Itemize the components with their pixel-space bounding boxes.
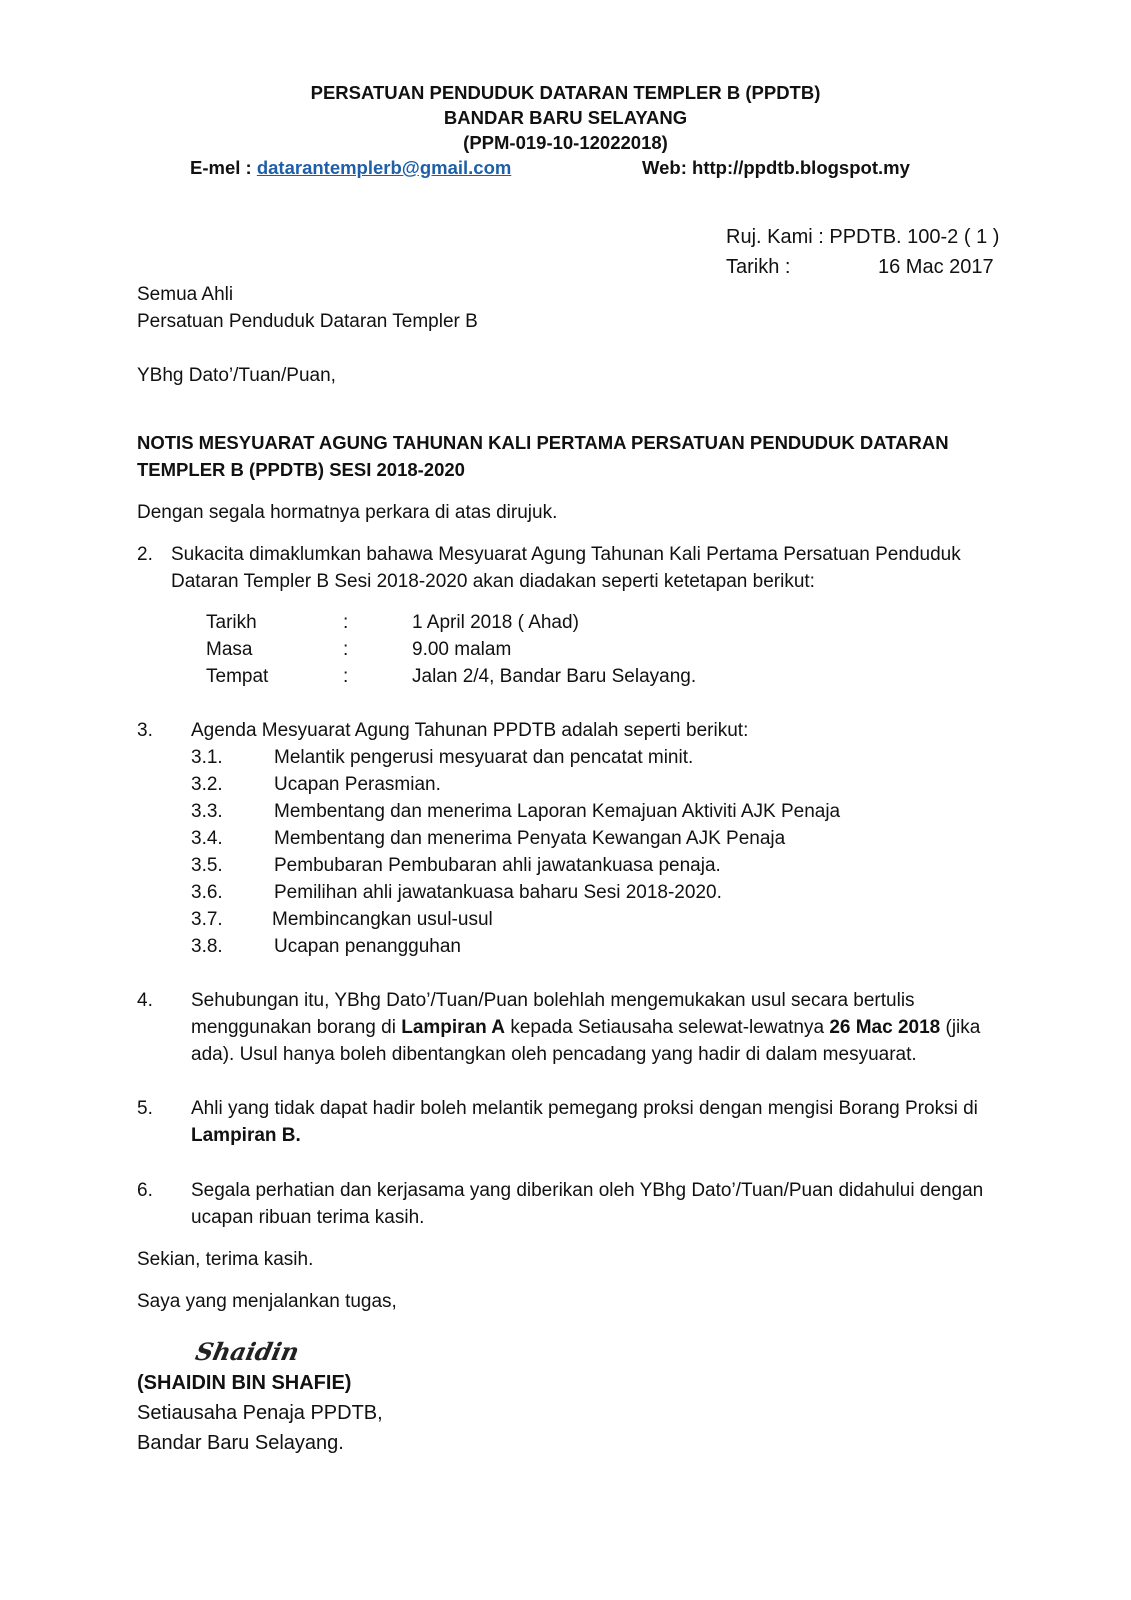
detail-value-date: 1 April 2018 ( Ahad) [412,612,579,633]
agenda-num-1: 3.1. [191,747,223,768]
para4-text-a: menggunakan borang di [191,1017,402,1038]
agenda-text-8: Ucapan penangguhan [274,936,462,957]
subject-line1: NOTIS MESYUARAT AGUNG TAHUNAN KALI PERTAMA PERSATUAN PENDUDUK DATARAN [137,432,949,453]
recipient-line2: Persatuan Penduduk Dataran Templer B [137,311,478,332]
para6-line1: Segala perhatian dan kerjasama yang diberikan oleh YBhg Dato’/Tuan/Puan didahului dengan [191,1180,984,1201]
agenda-text-2: Ucapan Perasmian. [274,774,441,795]
attachment-b-ref: Lampiran B. [191,1125,301,1146]
email-line [190,157,511,179]
salutation: YBhg Dato’/Tuan/Puan, [137,365,336,386]
signatory-place: Bandar Baru Selayang. [137,1432,344,1454]
agenda-num-4: 3.4. [191,828,223,849]
email-link[interactable]: datarantemplerb@gmail.com [256,157,512,178]
agenda-text-4: Membentang dan menerima Penyata Kewangan AJK Penaja [274,828,786,849]
agenda-text-3: Membentang dan menerima Laporan Kemajuan Aktiviti AJK Penaja [274,801,841,822]
recipient-line1: Semua Ahli [137,284,234,305]
agenda-num-5: 3.5. [191,855,223,876]
date-value: 16 Mac 2017 [878,256,994,278]
opening-line: Dengan segala hormatnya perkara di atas dirujuk. [137,502,558,523]
agenda-num-7: 3.7. [191,909,223,930]
reference-number: Ruj. Kami : PPDTB. 100-2 ( 1 ) [726,226,1000,248]
duty-line: Saya yang menjalankan tugas, [137,1291,397,1312]
agenda-num-2: 3.2. [191,774,223,795]
signatory-name: (SHAIDIN BIN SHAFIE) [137,1372,352,1394]
para2-number: 2. [137,544,153,565]
agenda-text-5: Pembubaran Pembubaran ahli jawatankuasa penaja. [274,855,721,876]
detail-sep-time: : [343,639,349,660]
web-address: Web: http://ppdtb.blogspot.my [642,157,910,178]
para6-number: 6. [137,1180,153,1201]
para4-line3: ada). Usul hanya boleh dibentangkan oleh pencadang yang hadir di dalam mesyuarat. [191,1044,917,1065]
attachment-a-ref: Lampiran A [401,1017,506,1038]
agenda-num-3: 3.3. [191,801,223,822]
detail-sep-date: : [343,612,349,633]
detail-value-place: Jalan 2/4, Bandar Baru Selayang. [412,666,697,687]
org-name: PERSATUAN PENDUDUK DATARAN TEMPLER B (PPDTB) [310,82,821,103]
email-label: E-mel : [190,157,257,178]
para2-line1: Sukacita dimaklumkan bahawa Mesyuarat Agung Tahunan Kali Pertama Persatuan Penduduk [171,544,961,565]
para3-number: 3. [137,720,153,741]
deadline-date: 26 Mac 2018 [829,1017,941,1038]
detail-value-time: 9.00 malam [412,639,512,660]
closing-line: Sekian, terima kasih. [137,1249,314,1270]
signatory-title: Setiausaha Penaja PPDTB, [137,1402,383,1424]
signature: Shaidin [192,1337,302,1366]
agenda-text-7: Membincangkan usul-usul [272,909,493,930]
detail-sep-place: : [343,666,349,687]
detail-label-time: Masa [206,639,253,660]
para6-line2: ucapan ribuan terima kasih. [191,1207,425,1228]
agenda-text-6: Pemilihan ahli jawatankuasa baharu Sesi 2018-2020. [274,882,722,903]
agenda-text-1: Melantik pengerusi mesyuarat dan pencatat minit. [274,747,694,768]
para5-number: 5. [137,1098,153,1119]
para4-text-e: (jika [940,1017,981,1038]
subject-line2: TEMPLER B (PPDTB) SESI 2018-2020 [137,459,465,480]
detail-label-date: Tarikh [206,612,257,633]
para4-line2 [191,1017,980,1039]
registration-number: (PPM-019-10-12022018) [463,132,668,153]
org-city: BANDAR BARU SELAYANG [443,107,688,128]
agenda-num-6: 3.6. [191,882,223,903]
agenda-num-8: 3.8. [191,936,223,957]
date-label: Tarikh : [726,256,791,278]
para5-line1: Ahli yang tidak dapat hadir boleh melantik pemegang proksi dengan mengisi Borang Proksi di [191,1098,978,1119]
detail-label-place: Tempat [206,666,269,687]
para4-line1: Sehubungan itu, YBhg Dato’/Tuan/Puan bolehlah mengemukakan usul secara bertulis [191,990,915,1011]
para4-text-c: kepada Setiausaha selewat-lewatnya [505,1017,830,1038]
para3-intro: Agenda Mesyuarat Agung Tahunan PPDTB adalah seperti berikut: [191,720,749,741]
para4-number: 4. [137,990,153,1011]
para2-line2: Dataran Templer B Sesi 2018-2020 akan diadakan seperti ketetapan berikut: [171,571,815,592]
